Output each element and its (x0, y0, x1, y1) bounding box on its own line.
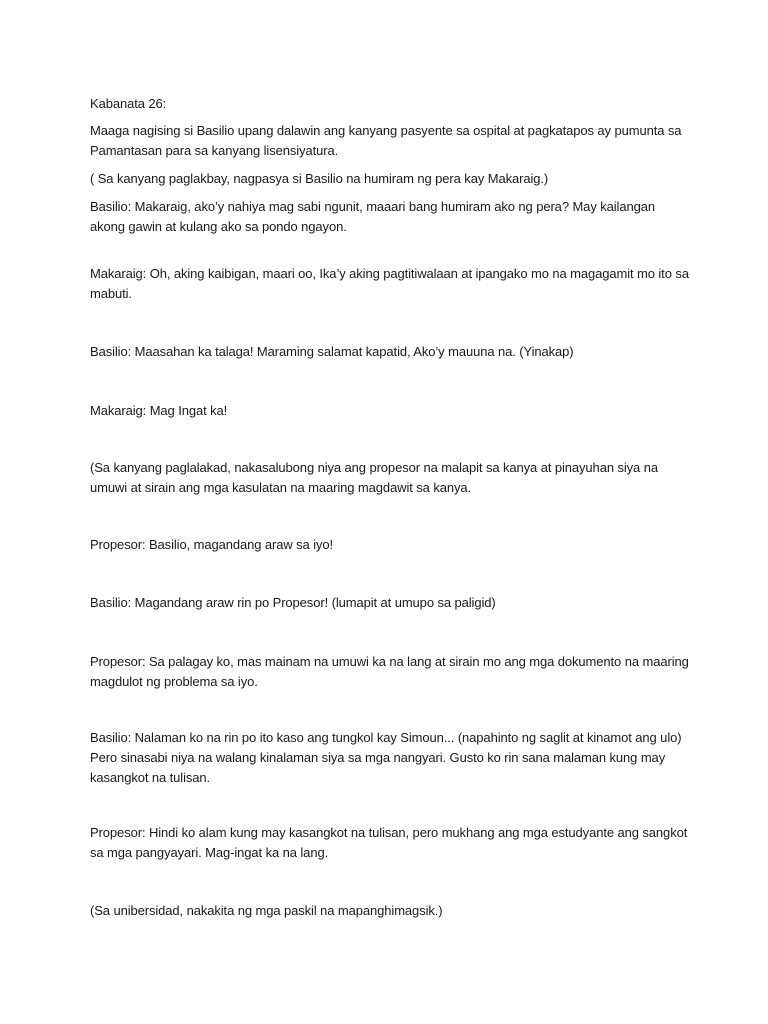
paragraph-dialogue-basilio: Basilio: Magandang araw rin po Propesor! (lumapit at umupo sa paligid) (90, 595, 496, 610)
paragraph-dialogue-propesor: Propesor: Basilio, magandang araw sa iyo! (90, 537, 334, 552)
paragraph-dialogue-makaraig: Makaraig: Oh, aking kaibigan, maari oo, Ika’y aking pagtitiwalaan at ipangako mo na magagamit mo ito sa mabuti. (90, 266, 689, 301)
paragraph-dialogue-basilio: Basilio: Maasahan ka talaga! Maraming salamat kapatid, Ako’y mauuna na. (Yinakap) (90, 344, 574, 359)
chapter-title: Kabanata 26: (90, 96, 167, 111)
paragraph-dialogue-basilio: Basilio: Makaraig, ako’y nahiya mag sabi ngunit, maaari bang humiram ako ng pera? May kailangan akong gawin at kulang ako sa pondo ngayon. (90, 199, 655, 234)
paragraph-dialogue-basilio: Basilio: Nalaman ko na rin po ito kaso ang tungkol kay Simoun... (napahinto ng saglit at kinamot ang ulo) Pero sinasabi niya na walang kinalaman siya sa mga nangyari. Gusto ko rin sana malaman kung may kasangkot na tulisan. (90, 730, 682, 785)
paragraph-narration-university: (Sa unibersidad, nakakita ng mga paskil na mapanghimagsik.) (90, 903, 443, 918)
paragraph-dialogue-propesor: Propesor: Sa palagay ko, mas mainam na umuwi ka na lang at sirain mo ang mga dokumento na maaring magdulot ng problema sa iyo. (90, 654, 689, 689)
paragraph-narration-intro: Maaga nagising si Basilio upang dalawin ang kanyang pasyente sa ospital at pagkatapos ay pumunta sa Pamantasan para sa kanyang lisensiyatura. (90, 123, 682, 158)
paragraph-dialogue-propesor: Propesor: Hindi ko alam kung may kasangkot na tulisan, pero mukhang ang mga estudyante ang sangkot sa mga pangyayari. Mag-ingat ka na lang. (90, 825, 688, 860)
paragraph-narration-travel: ( Sa kanyang paglakbay, nagpasya si Basilio na humiram ng pera kay Makaraig.) (90, 171, 549, 186)
paragraph-dialogue-makaraig: Makaraig: Mag Ingat ka! (90, 403, 228, 418)
paragraph-narration-walk: (Sa kanyang paglalakad, nakasalubong niya ang propesor na malapit sa kanya at pinayuhan siya na umuwi at sirain ang mga kasulatan na maaring magdawit sa kanya. (90, 460, 658, 495)
